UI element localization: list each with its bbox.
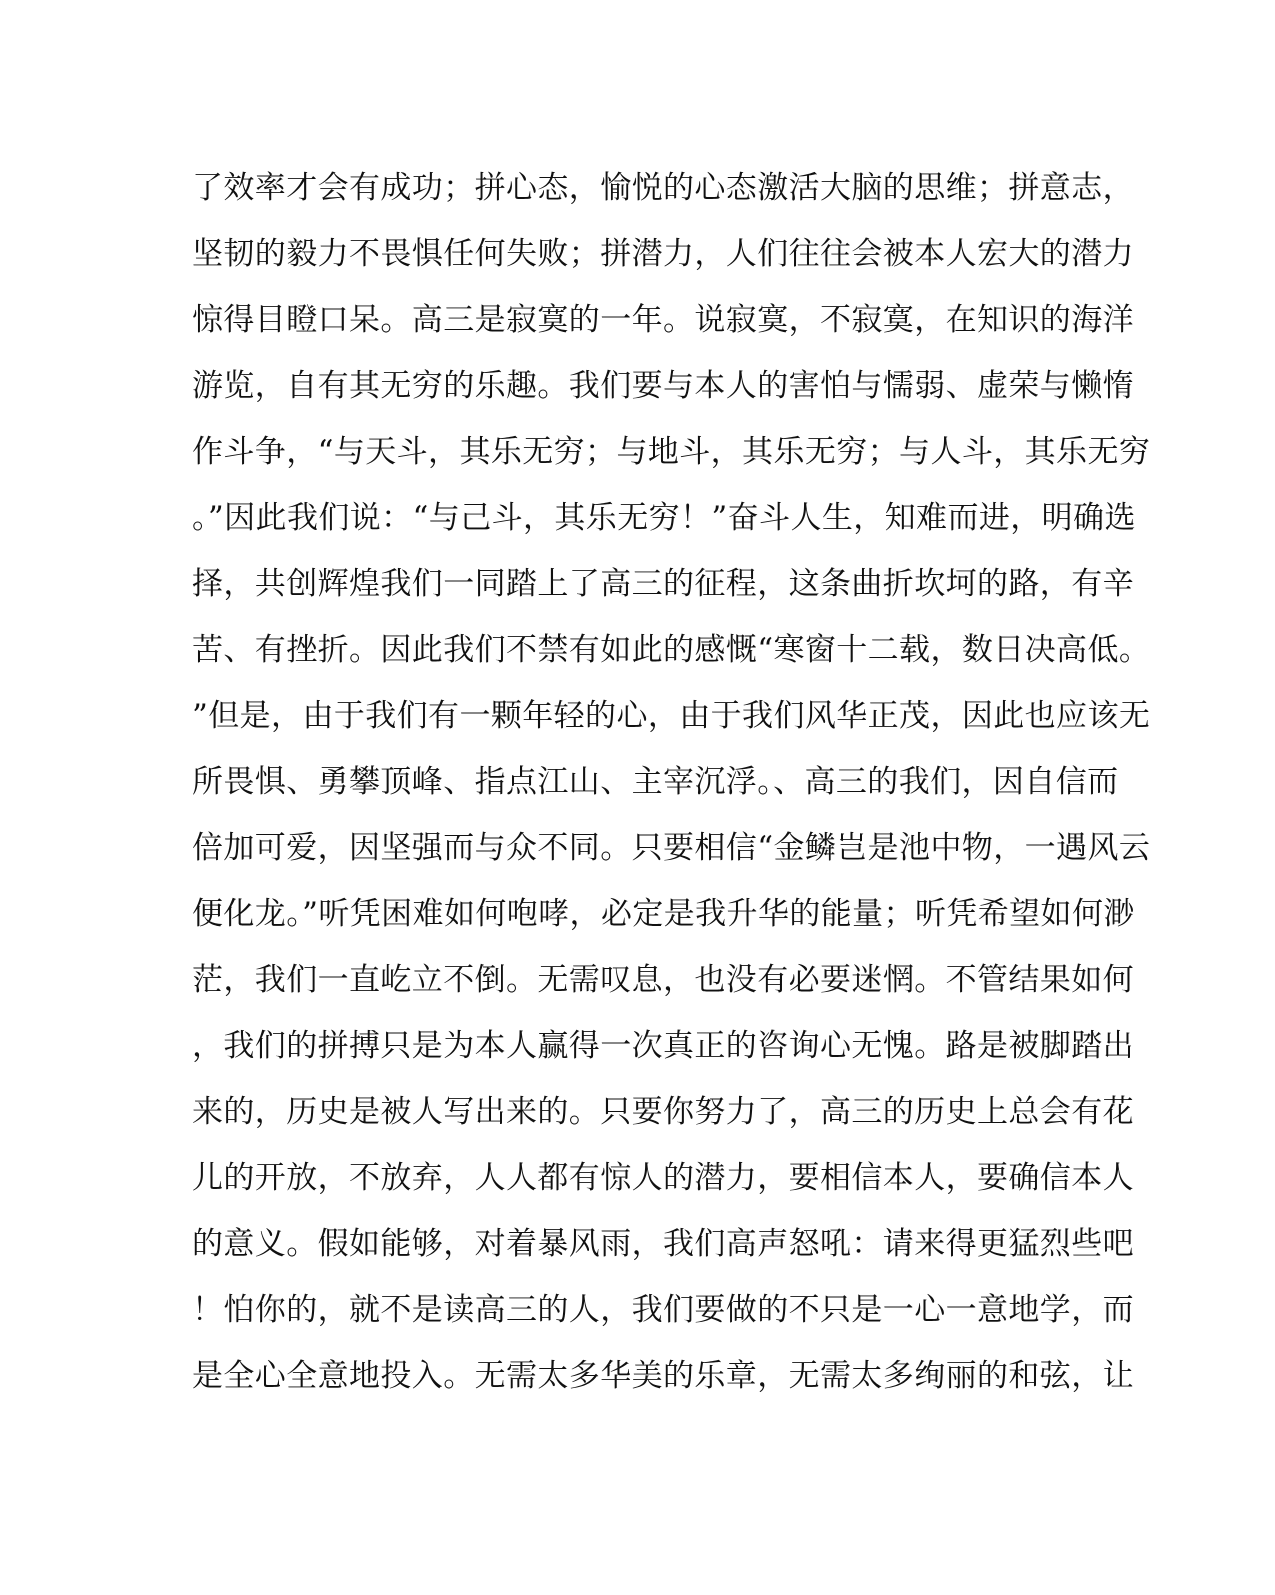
text-line-4: 游览，自有其无穷的乐趣。我们要与本人的害怕与懦弱、虚荣与懒惰	[192, 368, 1134, 404]
text-line-15: 来的，历史是被人写出来的。只要你努力了，高三的历史上总会有花	[192, 1094, 1134, 1130]
text-line-1: 了效率才会有成功；拼心态，愉悦的心态激活大脑的思维；拼意志，	[192, 170, 1134, 206]
body-text	[192, 160, 1151, 1414]
text-line-3: 惊得目瞪口呆。高三是寂寞的一年。说寂寞，不寂寞，在知识的海洋	[192, 302, 1134, 338]
text-line-19: 是全心全意地投入。无需太多华美的乐章，无需太多绚丽的和弦，让	[192, 1358, 1134, 1394]
text-line-17: 的意义。假如能够，对着暴风雨，我们高声怒吼：请来得更猛烈些吧	[192, 1226, 1134, 1262]
text-line-2: 坚韧的毅力不畏惧任何失败；拼潜力，人们往往会被本人宏大的潜力	[192, 236, 1134, 272]
text-line-9: ”但是，由于我们有一颗年轻的心，由于我们风华正茂，因此也应该无	[192, 698, 1151, 734]
text-line-12: 便化龙。”听凭困难如何咆哮，必定是我升华的能量；听凭希望如何渺	[192, 896, 1135, 932]
text-line-13: 茫，我们一直屹立不倒。无需叹息，也没有必要迷惘。不管结果如何	[192, 962, 1134, 998]
text-line-16: 儿的开放，不放弃，人人都有惊人的潜力，要相信本人，要确信本人	[192, 1160, 1134, 1196]
text-line-14: ，我们的拼搏只是为本人赢得一次真正的咨询心无愧。路是被脚踏出	[192, 1028, 1134, 1064]
text-line-10: 所畏惧、勇攀顶峰、指点江山、主宰沉浮。、高三的我们，因自信而	[192, 764, 1119, 800]
text-line-18: ！怕你的，就不是读高三的人，我们要做的不只是一心一意地学，而	[192, 1292, 1134, 1328]
text-line-7: 择，共创辉煌我们一同踏上了高三的征程，这条曲折坎坷的路，有辛	[192, 566, 1134, 602]
text-line-8: 苦、有挫折。因此我们不禁有如此的感慨“寒窗十二载，数日决高低。	[192, 632, 1151, 668]
text-line-5: 作斗争，“与天斗，其乐无穷；与地斗，其乐无穷；与人斗，其乐无穷	[192, 434, 1151, 470]
text-line-6: 。”因此我们说：“与己斗，其乐无穷！”奋斗人生，知难而进，明确选	[192, 500, 1136, 536]
text-line-11: 倍加可爱，因坚强而与众不同。只要相信“金鳞岂是池中物，一遇风云	[192, 830, 1151, 866]
